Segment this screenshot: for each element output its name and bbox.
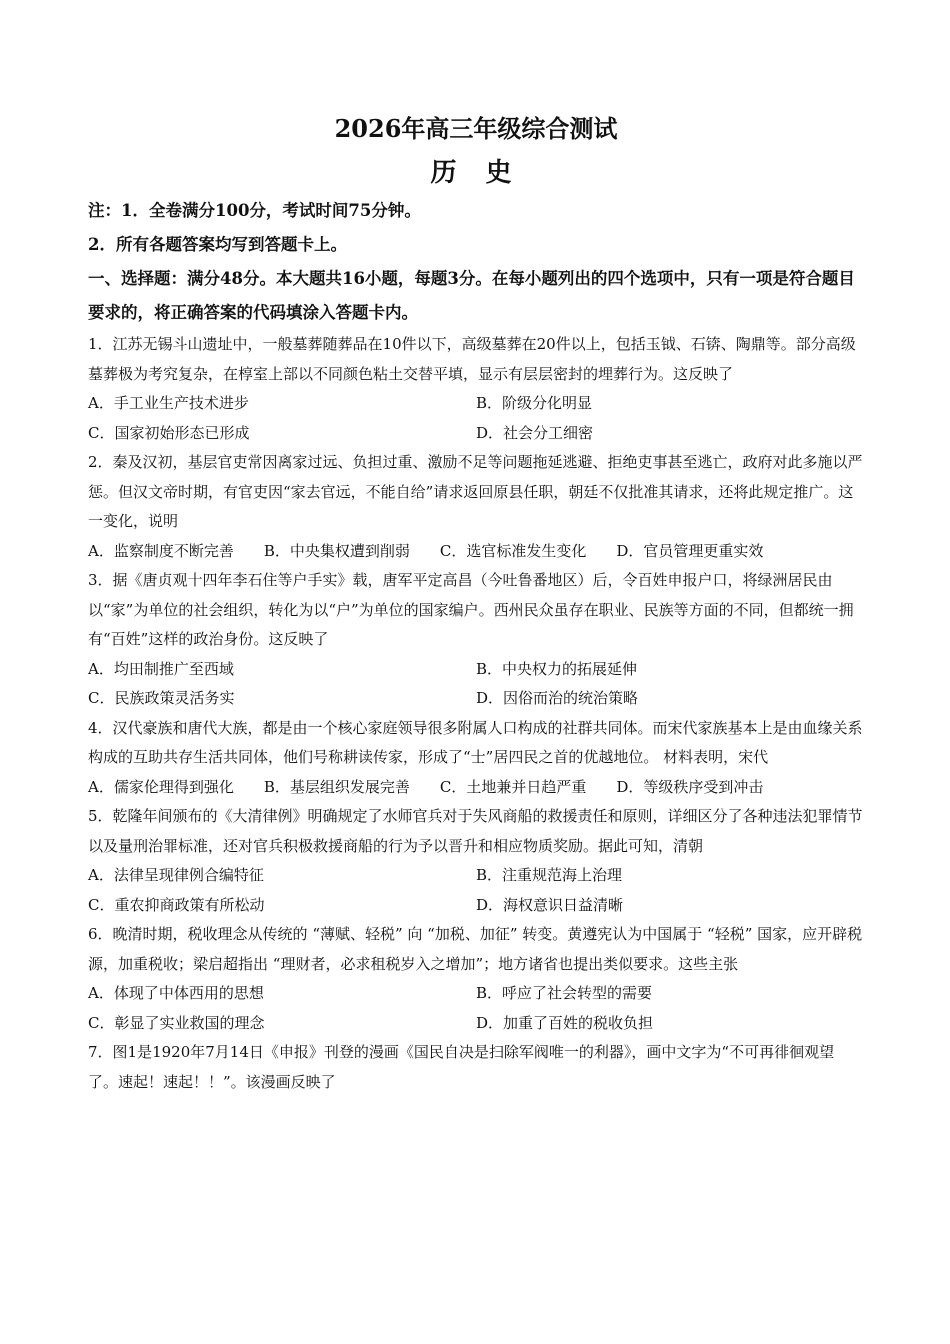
question-1 (88, 330, 864, 448)
option-c: C．民族政策灵活务实 (88, 689, 235, 707)
option-a: A．手工业生产技术进步 (88, 394, 249, 412)
question-stem: 2．秦及汉初，基层官吏常因离家过远、负担过重、激励不足等问题拖延逃避、拒绝吏事甚至逃亡，政府对此多施以严惩。但汉文帝时期，有官吏因“家去官远，不能自给”请求返回原县任职，朝廷不仅批准其请求，还将此规定推广。这一变化，说明 (88, 453, 863, 530)
options-grid (88, 655, 864, 714)
options-row (88, 773, 864, 803)
exam-page (88, 112, 864, 1097)
question-stem: 3．据《唐贞观十四年李石住等户手实》载，唐军平定高昌（今吐鲁番地区）后，令百姓申报户口，将绿洲居民由以“家”为单位的社会组织，转化为以“户”为单位的国家编户。西州民众虽存在职业、民族等方面的不同，但都统一拥有“百姓”这样的政治身份。这反映了 (88, 571, 854, 648)
question-stem: 6．晚清时期，税收理念从传统的 “薄赋、轻税” 向 “加税、加征” 转变。黄遵宪认为中国属于 “轻税” 国家，应开辟税源，加重税收；梁启超指出 “理财者，必求租税岁入之增加”；地方诸省也提出类似要求。这些主张 (88, 925, 863, 973)
option-a: A．儒家伦理得到强化 (88, 777, 234, 796)
option-d: D．社会分工细密 (476, 423, 594, 442)
option-a: A．监察制度不断完善 (88, 541, 234, 560)
option-b: B．阶级分化明显 (476, 394, 593, 412)
option-b: B．基层组织发展完善 (263, 777, 410, 796)
options-grid (88, 389, 864, 448)
option-a: A．体现了中体西用的思想 (88, 984, 264, 1002)
note-line-2: 2．所有各题答案均写到答题卡上。 (88, 235, 347, 254)
question-5 (88, 802, 864, 920)
subject-title: 历 史 (430, 158, 522, 188)
option-a: A．均田制推广至西域 (88, 659, 234, 678)
option-c: C．国家初始形态已形成 (88, 423, 250, 442)
option-b: B．注重规范海上治理 (476, 866, 623, 884)
section-heading: 一、选择题：满分48分。本大题共16小题，每题3分。在每小题列出的四个选项中，只有一项是符合题目要求的，将正确答案的代码填涂入答题卡内。 (88, 269, 855, 322)
option-c: C．彰显了实业救国的理念 (88, 1013, 265, 1032)
option-d: D．官员管理更重实效 (616, 541, 764, 560)
question-6 (88, 920, 864, 1038)
question-stem: 7．图1是1920年7月14日《申报》刊登的漫画《国民自决是扫除军阀唯一的利器》，画中文字为“不可再徘徊观望了。速起！速起！！”。该漫画反映了 (88, 1043, 835, 1091)
question-stem: 1．江苏无锡斗山遗址中，一般墓葬随葬品在10件以下，高级墓葬在20件以上，包括玉钺、石锛、陶鼎等。部分高级墓葬极为考究复杂，在椁室上部以不同颜色粘土交替平填，显示有层层密封的埋葬行为。这反映了 (88, 335, 856, 383)
option-b: B．呼应了社会转型的需要 (476, 984, 653, 1002)
option-c: C．选官标准发生变化 (439, 541, 587, 560)
question-3 (88, 566, 864, 714)
option-c: C．重农抑商政策有所松动 (88, 895, 265, 914)
question-7 (88, 1038, 864, 1097)
option-b: B．中央集权遭到削弱 (263, 541, 410, 560)
option-b: B．中央权力的拓展延伸 (476, 659, 638, 678)
question-4 (88, 714, 864, 803)
option-d: D．加重了百姓的税收负担 (476, 1013, 654, 1032)
question-2 (88, 448, 864, 566)
option-d: D．等级秩序受到冲击 (616, 777, 764, 796)
options-grid (88, 979, 864, 1038)
question-stem: 5．乾隆年间颁布的《大清律例》明确规定了水师官兵对于失风商船的救援责任和原则，详细区分了各种违法犯罪情节以及量刑治罪标准，还对官兵积极救援商船的行为予以晋升和相应物质奖励。据此可知，清朝 (88, 807, 863, 855)
options-row (88, 537, 864, 567)
option-d: D．海权意识日益清晰 (476, 895, 624, 914)
note-line-1: 注：1．全卷满分100分，考试时间75分钟。 (88, 201, 421, 220)
question-stem: 4．汉代豪族和唐代大族，都是由一个核心家庭领导很多附属人口构成的社群共同体。而宋代家族基本上是由血缘关系构成的互助共存生活共同体，他们号称耕读传家，形成了“士”居四民之首的优越地位。 材料表明，宋代 (88, 718, 863, 766)
option-a: A．法律呈现律例合编特征 (88, 866, 264, 884)
option-c: C．土地兼并日趋严重 (439, 777, 587, 796)
option-d: D．因俗而治的统治策略 (476, 689, 639, 707)
exam-title: 2026年高三年级综合测试 (334, 114, 618, 143)
options-grid (88, 861, 864, 920)
